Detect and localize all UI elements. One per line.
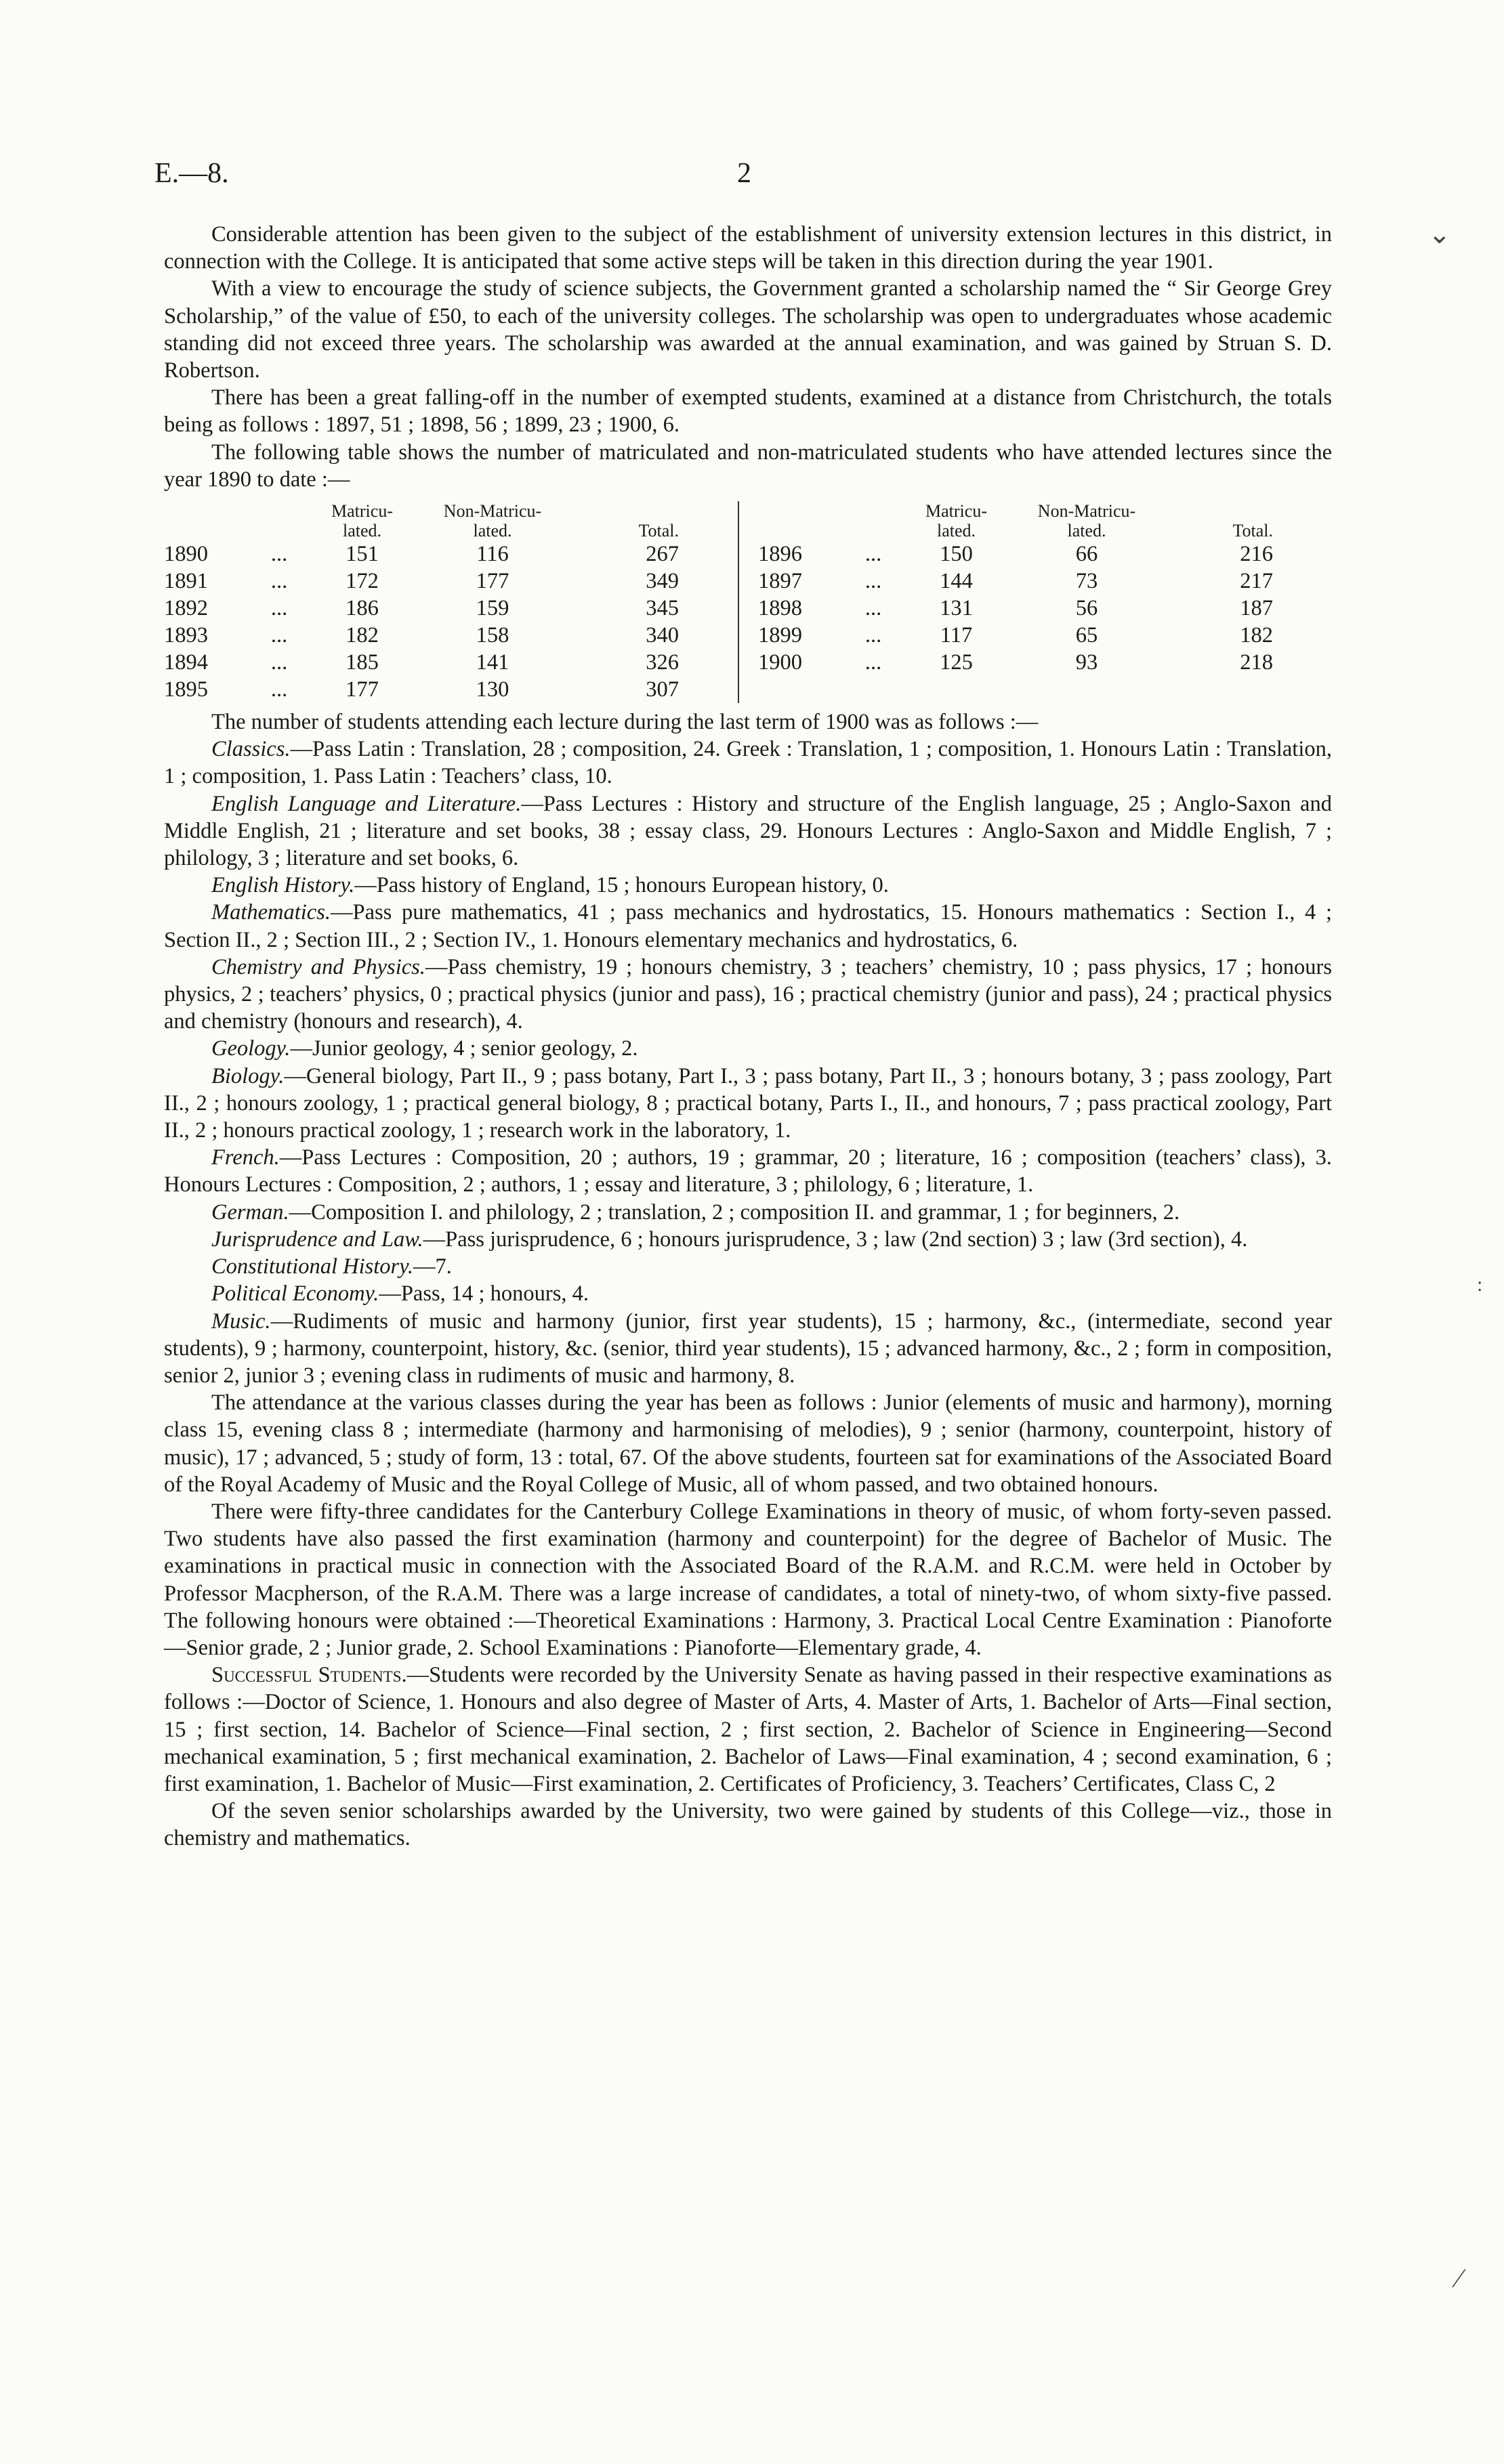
subject-political-economy: Political Economy.—Pass, 14 ; honours, 4. bbox=[211, 1281, 589, 1307]
subject-jurisprudence-law: Jurisprudence and Law.—Pass jurisprudence, 6 ; honours jurisprudence, 3 ; law (2nd section) 3 ; law (3rd section), 4. bbox=[211, 1227, 1248, 1252]
table-row: 1897 ... 144 73 217 bbox=[758, 569, 1273, 594]
subject-english-history: English History.—Pass history of England, 15 ; honours European history, 0. bbox=[211, 873, 889, 898]
paragraph-music-examinations: There were fifty-three candidates for the Canterbury College Examinations in theory of music, of whom forty-seven passed. Two students have also passed the first examination (harmony and counterpoint) for the degree of Bachelor of Music. The examinations in practical music in connection with the Associated Board of the R.A.M. and R.C.M. were held in October by Professor Macpherson, of the R.A.M. There was a large increase of candidates, a total of ninety-two, of whom sixty-five passed. The following honours were obtained :—Theoretical Examinations : Harmony, 3. Practical Local Centre Examination : Pianoforte—Senior grade, 2 ; Junior grade, 2. School Examinations : Pianoforte—Elementary grade, 4. bbox=[164, 1499, 1332, 1660]
table-row: 1894 ... 185 141 326 bbox=[164, 650, 679, 675]
subject-french: French.—Pass Lectures : Composition, 20 ; authors, 19 ; grammar, 20 ; literature, 16 ; composition (teachers’ class), 3. Honours Lectures : Composition, 2 ; authors, 1 ; essay and literature, 3 ; philology, 6 ; literature, 1. bbox=[164, 1145, 1332, 1197]
table-row: 1895 ... 177 130 307 bbox=[164, 677, 679, 702]
paragraph-exempted: There has been a great falling-off in the number of exempted students, examined at a distance from Christchurch, the totals being as follows : 1897, 51 ; 1898, 56 ; 1899, 23 ; 1900, 6. bbox=[164, 385, 1332, 438]
subject-constitutional-history: Constitutional History.—7. bbox=[211, 1254, 452, 1279]
paragraph-lecture-intro: The number of students attending each lecture during the last term of 1900 was as follows :— bbox=[211, 710, 1039, 735]
paragraph-music-attendance: The attendance at the various classes during the year has been as follows : Junior (elements of music and harmony), morning class 15, evening class 8 ; intermediate (harmony and harmonising of melodies), 9 ; senior (harmony, counterpoint, history of music), 17 ; advanced, 5 ; study of form, 13 : total, 67. Of the above students, fourteen sat for examinations of the Associated Board of the Royal Academy of Music and the Royal College of Music, all of whom passed, and two obtained honours. bbox=[164, 1390, 1332, 1497]
table-half-right bbox=[739, 501, 1332, 703]
table-row: 1899 ... 117 65 182 bbox=[758, 623, 1273, 648]
subject-biology: Biology.—General biology, Part II., 9 ; pass botany, Part I., 3 ; pass botany, Part II., 3 ; honours botany, 3 ; pass zoology, Part II., 2 ; honours zoology, 1 ; practical general biology, 8 ; practical botany, Parts I., II., and honours, 7 ; pass practical zoology, Part II., 2 ; honours practical zoology, 1 ; research work in the laboratory, 1. bbox=[164, 1063, 1332, 1143]
table-half-left bbox=[164, 501, 739, 703]
margin-mark-icon: ⌄ bbox=[1428, 219, 1451, 249]
table-row: 1891 ... 172 177 349 bbox=[164, 569, 679, 594]
subject-music: Music.—Rudiments of music and harmony (junior, first year students), 15 ; harmony, &c., (intermediate, second year students), 9 ; harmony, counterpoint, history, &c. (senior, third year students), 15 ; advanced harmony, &c., 2 ; form in composition, senior 2, junior 3 ; evening class in rudiments of music and harmony, 8. bbox=[164, 1309, 1332, 1388]
report-reference: E.—8. bbox=[154, 158, 229, 189]
paragraph-extension: Considerable attention has been given to the subject of the establishment of university extension lectures in this district, in connection with the College. It is anticipated that some active steps will be taken in this direction during the year 1901. bbox=[164, 222, 1332, 274]
table-header bbox=[164, 501, 738, 540]
paragraph-senior-scholarships: Of the seven senior scholarships awarded by the University, two were gained by students of this College—viz., those in chemistry and mathematics. bbox=[164, 1799, 1332, 1851]
table-row: 1900 ... 125 93 218 bbox=[758, 650, 1273, 675]
page-number: 2 bbox=[737, 158, 751, 189]
table-header: Matricu- lated. Non-Matricu- lated. Total. bbox=[925, 501, 1273, 541]
subject-classics: Classics.—Pass Latin : Translation, 28 ; composition, 24. Greek : Translation, 1 ; composition, 1. Honours Latin : Translation, 1 ; composition, 1. Pass Latin : Teachers’ class, 10. bbox=[164, 737, 1332, 789]
table-row: 1893 ... 182 158 340 bbox=[164, 623, 679, 648]
table-row: 1892 ... 186 159 345 bbox=[164, 596, 679, 621]
margin-stroke-icon: ⁄ bbox=[1457, 2263, 1461, 2293]
subject-german: German.—Composition I. and philology, 2 ; translation, 2 ; composition II. and grammar, 1 ; for beginners, 2. bbox=[211, 1199, 1180, 1225]
subject-chemistry-physics: Chemistry and Physics.—Pass chemistry, 19 ; honours chemistry, 3 ; teachers’ chemistry, 10 ; pass physics, 17 ; honours physics, 2 ; teachers’ physics, 0 ; practical physics (junior and pass), 16 ; practical chemistry (junior and pass), 24 ; practical physics and chemistry (honours and research), 4. bbox=[164, 954, 1332, 1034]
table-row: 1898 ... 131 56 187 bbox=[758, 596, 1273, 621]
header-nonmatric: Non-Matricu- lated. bbox=[443, 501, 542, 541]
subject-english-language: English Language and Literature.—Pass Lectures : History and structure of the English language, 25 ; Anglo-Saxon and Middle English, 21 ; literature and set books, 38 ; essay class, 29. Honours Lectures : Anglo-Saxon and Middle English, 7 ; philology, 3 ; literature and set books, 6. bbox=[164, 791, 1332, 871]
margin-tick-icon: : bbox=[1477, 1273, 1483, 1296]
enrolment-table bbox=[164, 501, 1332, 703]
report-body bbox=[164, 221, 1332, 1852]
paragraph-table-intro: The following table shows the number of matriculated and non-matriculated students who have attended lectures since the year 1890 to date :— bbox=[164, 440, 1332, 492]
paragraph-scholarship: With a view to encourage the study of science subjects, the Government granted a scholarship named the “ Sir George Grey Scholarship,” of the value of £50, to each of the university colleges. The scholarship was open to undergraduates whose academic standing did not exceed three years. The scholarship was awarded at the annual examination, and was gained by Struan S. D. Robertson. bbox=[164, 276, 1332, 383]
table-row: 1890 ... 151 116 267 bbox=[164, 542, 679, 567]
subject-mathematics: Mathematics.—Pass pure mathematics, 41 ; pass mechanics and hydrostatics, 15. Honours mathematics : Section I., 4 ; Section II., 2 ; Section III., 2 ; Section IV., 1. Honours elementary mechanics and hydrostatics, 6. bbox=[164, 900, 1332, 952]
header-total: Total. bbox=[638, 521, 679, 541]
table-row: 1896 ... 150 66 216 bbox=[758, 542, 1273, 567]
header-matric: Matricu- lated. bbox=[331, 501, 393, 541]
subject-geology: Geology.—Junior geology, 4 ; senior geology, 2. bbox=[211, 1036, 638, 1061]
paragraph-successful-students: Successful Students.—Students were recorded by the University Senate as having passed in their respective examinations as follows :—Doctor of Science, 1. Honours and also degree of Master of Arts, 4. Master of Arts, 1. Bachelor of Arts—Final section, 15 ; first section, 14. Bachelor of Science—Final section, 2 ; first section, 2. Bachelor of Science in Engineering—Second mechanical examination, 5 ; first mechanical examination, 2. Bachelor of Laws—Final examination, 4 ; second examination, 6 ; first examination, 1. Bachelor of Music—First examination, 2. Certificates of Proficiency, 3. Teachers’ Certificates, Class C, 2 bbox=[164, 1663, 1332, 1796]
